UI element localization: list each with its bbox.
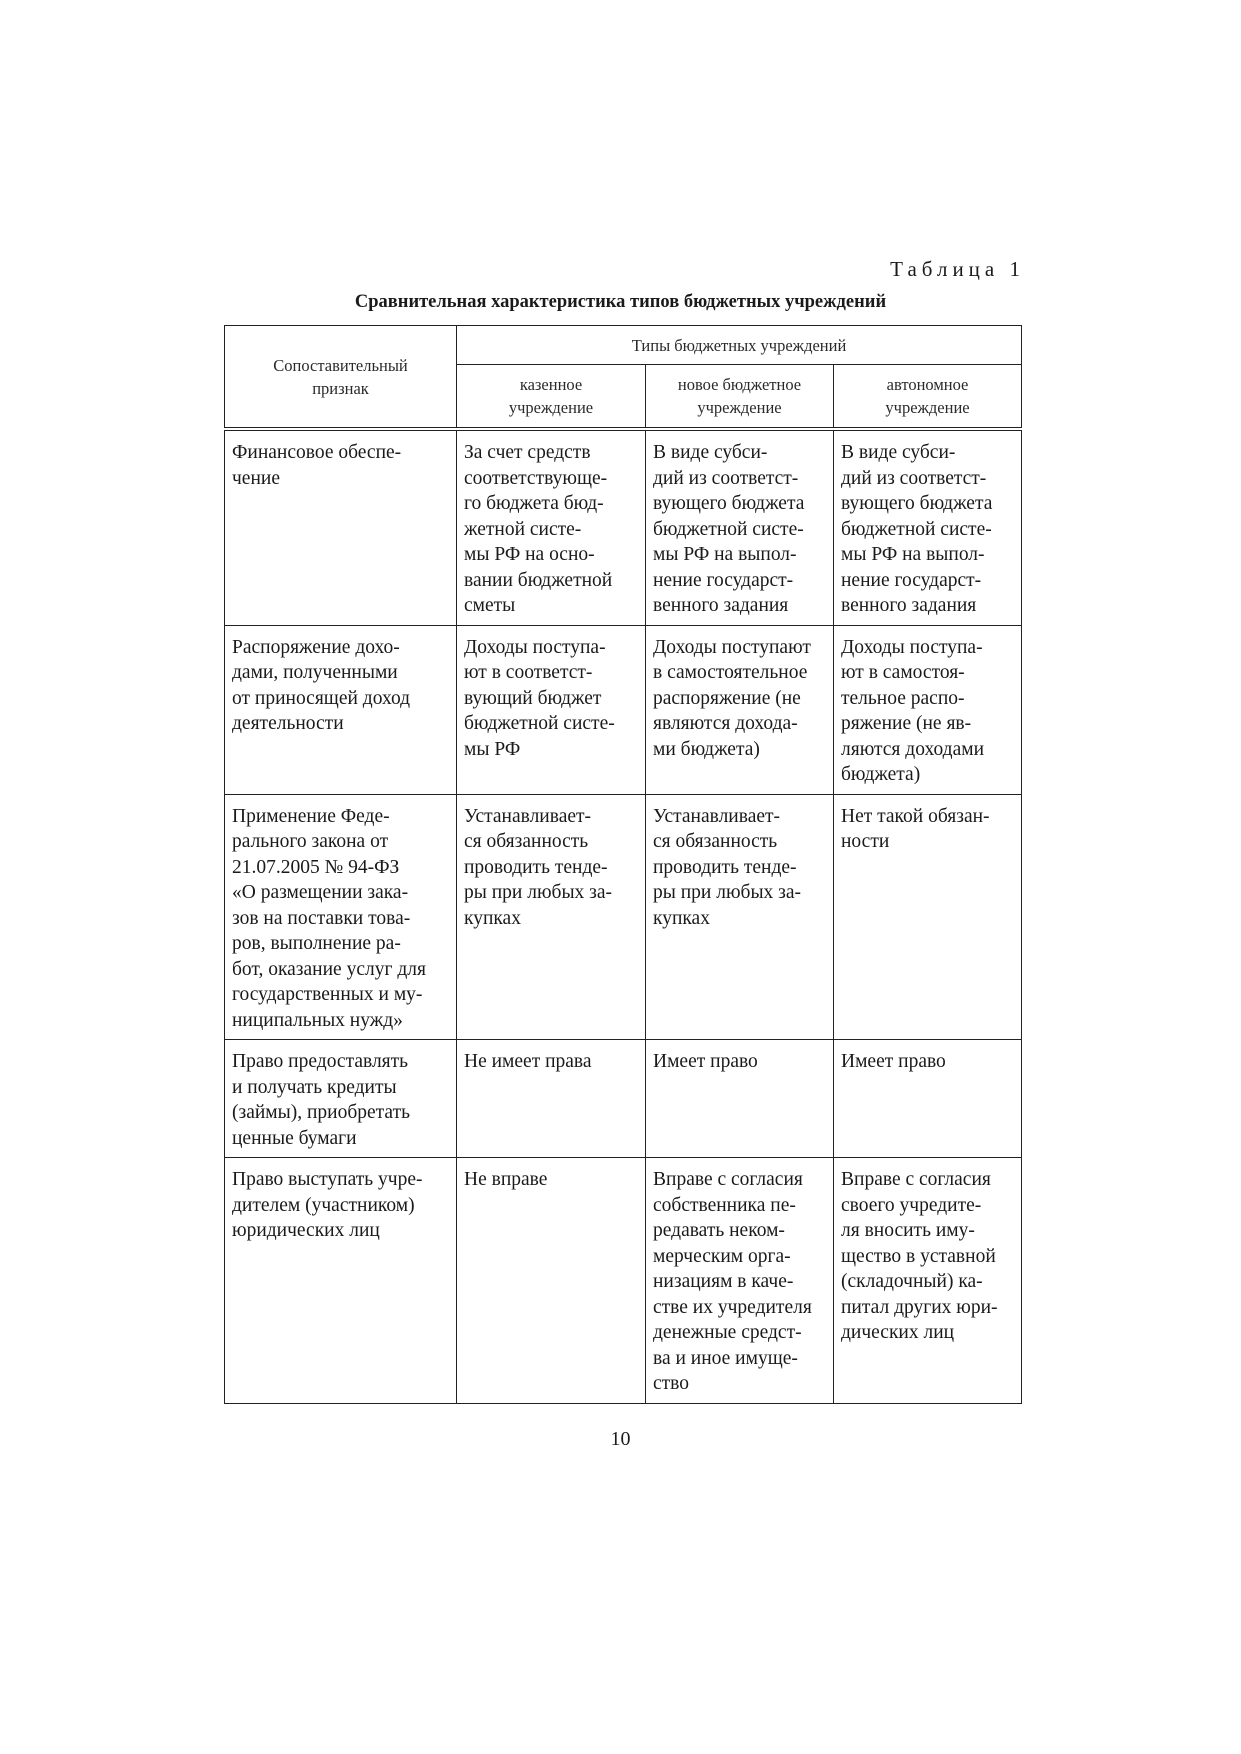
cell-text-line: ряжение (не яв-: [841, 713, 972, 734]
cell-text-line: нение государст-: [841, 569, 982, 591]
cell-text-line: купках: [653, 907, 710, 929]
cell-text-line: государственных и му-: [232, 984, 423, 1005]
cell-text-line: в самостоятельное: [653, 662, 808, 683]
comparison-table-container: [224, 325, 1021, 1404]
value-cell: [834, 1040, 1022, 1158]
header-type-kazennoe: [457, 365, 646, 430]
value-cell: [646, 794, 834, 1040]
cell-text-line: Финансовое обеспе-: [232, 442, 402, 463]
table-row: [225, 429, 1022, 625]
attribute-cell: [225, 794, 457, 1040]
value-cell: [457, 625, 646, 794]
header-attribute-line: Сопоставительный: [273, 355, 408, 375]
cell-text-line: Имеет право: [841, 1051, 946, 1072]
cell-text-line: бюджетной систе-: [841, 518, 992, 540]
cell-text-line: щество в уставной: [841, 1245, 996, 1267]
table-row: [225, 794, 1022, 1040]
cell-text-line: зов на поставки това-: [232, 907, 411, 929]
table-title: Сравнительная характеристика типов бюджетных учреждений: [354, 292, 887, 312]
cell-text-line: чение: [232, 467, 280, 489]
header-type-line: автономное: [886, 375, 969, 394]
cell-text-line: Имеет право: [653, 1051, 758, 1072]
cell-text-line: деятельности: [232, 713, 344, 734]
cell-text-line: Распоряжение дохо-: [232, 636, 400, 658]
header-type-line: учреждение: [508, 398, 594, 417]
cell-text-line: мы РФ на выпол-: [841, 544, 985, 565]
cell-text-line: Вправе с согласия: [653, 1169, 803, 1190]
cell-text-line: ров, выполнение ра-: [232, 933, 401, 954]
cell-text-line: бот, оказание услуг для: [232, 958, 426, 980]
header-type-line: новое бюджетное: [677, 375, 802, 394]
cell-text-line: Устанавливает-: [464, 805, 592, 827]
attribute-cell: [225, 429, 457, 625]
cell-text-line: стве их учредителя: [653, 1296, 812, 1318]
header-type-avtonomnoe: [834, 365, 1022, 430]
table-row: [225, 625, 1022, 794]
cell-text-line: ство: [653, 1373, 690, 1394]
cell-text-line: венного задания: [841, 595, 977, 616]
attribute-cell: [225, 625, 457, 794]
cell-text-line: бюджета): [841, 764, 921, 785]
cell-text-line: бюджетной систе-: [464, 713, 615, 734]
cell-text-line: В виде субси-: [841, 442, 956, 463]
cell-text-line: Вправе с согласия: [841, 1169, 991, 1190]
header-type-line: учреждение: [885, 398, 970, 417]
cell-text-line: ва и иное имуще-: [653, 1347, 798, 1369]
cell-text-line: ры при любых за-: [464, 882, 613, 903]
cell-text-line: своего учредите-: [841, 1194, 982, 1216]
header-group-cell: Типы бюджетных учреждений: [457, 326, 1022, 365]
cell-text-line: дителем (участником): [232, 1194, 415, 1216]
cell-text-line: рального закона от: [232, 831, 389, 852]
cell-text-line: (займы), приобретать: [232, 1102, 410, 1123]
cell-text-line: ры при любых за-: [653, 882, 802, 903]
table-label: Таблица 1: [890, 257, 1025, 281]
header-type-line: учреждение: [697, 398, 782, 417]
value-cell: [834, 429, 1022, 625]
table-row: [225, 1158, 1022, 1404]
attribute-cell: [225, 1040, 457, 1158]
cell-text-line: тельное распо-: [841, 687, 965, 709]
cell-text-line: вующего бюджета: [841, 493, 993, 514]
attribute-cell: [225, 1158, 457, 1404]
cell-text-line: от приносящей доход: [232, 687, 411, 709]
header-row: [225, 326, 1022, 365]
cell-text-line: вующего бюджета: [653, 493, 805, 514]
cell-text-line: ми бюджета): [653, 738, 760, 760]
value-cell: [834, 794, 1022, 1040]
cell-text-line: мерческим орга-: [653, 1245, 791, 1267]
cell-text-line: низациям в каче-: [653, 1271, 794, 1292]
cell-text-line: ляются доходами: [841, 738, 985, 760]
cell-text-line: Не имеет права: [464, 1051, 592, 1072]
value-cell: [646, 1158, 834, 1404]
cell-text-line: мы РФ на выпол-: [653, 544, 797, 565]
cell-text-line: дических лиц: [841, 1322, 955, 1343]
cell-text-line: юридических лиц: [232, 1220, 380, 1241]
cell-text-line: бюджетной систе-: [653, 518, 804, 540]
cell-text-line: питал других юри-: [841, 1296, 998, 1318]
cell-text-line: и получать кредиты: [232, 1076, 397, 1098]
cell-text-line: редавать неком-: [653, 1220, 785, 1241]
cell-text-line: ценные бумаги: [232, 1127, 357, 1149]
header-type-novoe-byudzhetnoe: [646, 365, 834, 430]
value-cell: [646, 1040, 834, 1158]
value-cell: [457, 794, 646, 1040]
cell-text-line: жетной систе-: [464, 518, 582, 540]
value-cell: [834, 625, 1022, 794]
cell-text-line: ля вносить иму-: [841, 1220, 975, 1241]
cell-text-line: являются дохода-: [653, 713, 798, 734]
cell-text-line: дий из соответст-: [653, 467, 799, 489]
cell-text-line: За счет средств: [464, 442, 591, 463]
cell-text-line: Устанавливает-: [653, 805, 781, 827]
table-row: [225, 1040, 1022, 1158]
cell-text-line: Доходы поступают: [653, 636, 811, 658]
cell-text-line: проводить тенде-: [464, 856, 608, 878]
cell-text-line: «О размещении зака-: [232, 882, 409, 903]
cell-text-line: дий из соответст-: [841, 467, 987, 489]
header-attribute-cell: [225, 326, 457, 430]
cell-text-line: вующий бюджет: [464, 687, 602, 709]
cell-text-line: дами, полученными: [232, 662, 398, 683]
table-body: [225, 326, 1022, 1404]
cell-text-line: ся обязанность: [464, 831, 589, 852]
header-attribute-line: признак: [312, 378, 369, 398]
cell-text-line: го бюджета бюд-: [464, 493, 604, 514]
cell-text-line: Не вправе: [464, 1169, 548, 1190]
cell-text-line: Применение Феде-: [232, 805, 390, 827]
cell-text-line: Нет такой обязан-: [841, 805, 990, 827]
value-cell: [457, 429, 646, 625]
value-cell: [457, 1158, 646, 1404]
cell-text-line: купках: [464, 907, 521, 929]
cell-text-line: ности: [841, 831, 890, 852]
cell-text-line: В виде субси-: [653, 442, 768, 463]
cell-text-line: соответствующе-: [464, 467, 608, 489]
value-cell: [646, 625, 834, 794]
cell-text-line: мы РФ на осно-: [464, 544, 595, 565]
cell-text-line: ют в соответст-: [464, 662, 593, 683]
cell-text-line: ют в самостоя-: [841, 662, 965, 683]
value-cell: [646, 429, 834, 625]
cell-text-line: распоряжение (не: [653, 687, 801, 709]
value-cell: [457, 1040, 646, 1158]
cell-text-line: сметы: [464, 595, 516, 616]
cell-text-line: (складочный) ка-: [841, 1271, 983, 1292]
cell-text-line: Право выступать учре-: [232, 1169, 423, 1190]
cell-text-line: нение государст-: [653, 569, 794, 591]
cell-text-line: Доходы поступа-: [464, 636, 606, 658]
cell-text-line: Право предоставлять: [232, 1051, 409, 1072]
page-number: 10: [610, 1428, 631, 1450]
comparison-table: [224, 325, 1022, 1404]
value-cell: [834, 1158, 1022, 1404]
cell-text-line: Доходы поступа-: [841, 636, 983, 658]
cell-text-line: денежные средст-: [653, 1322, 802, 1343]
cell-text-line: проводить тенде-: [653, 856, 797, 878]
cell-text-line: вании бюджетной: [464, 569, 613, 591]
cell-text-line: венного задания: [653, 595, 789, 616]
cell-text-line: 21.07.2005 № 94-ФЗ: [232, 856, 400, 878]
cell-text-line: собственника пе-: [653, 1194, 796, 1216]
cell-text-line: ниципальных нужд»: [232, 1009, 403, 1031]
cell-text-line: ся обязанность: [653, 831, 778, 852]
cell-text-line: мы РФ: [464, 738, 521, 760]
header-type-line: казенное: [519, 375, 583, 394]
